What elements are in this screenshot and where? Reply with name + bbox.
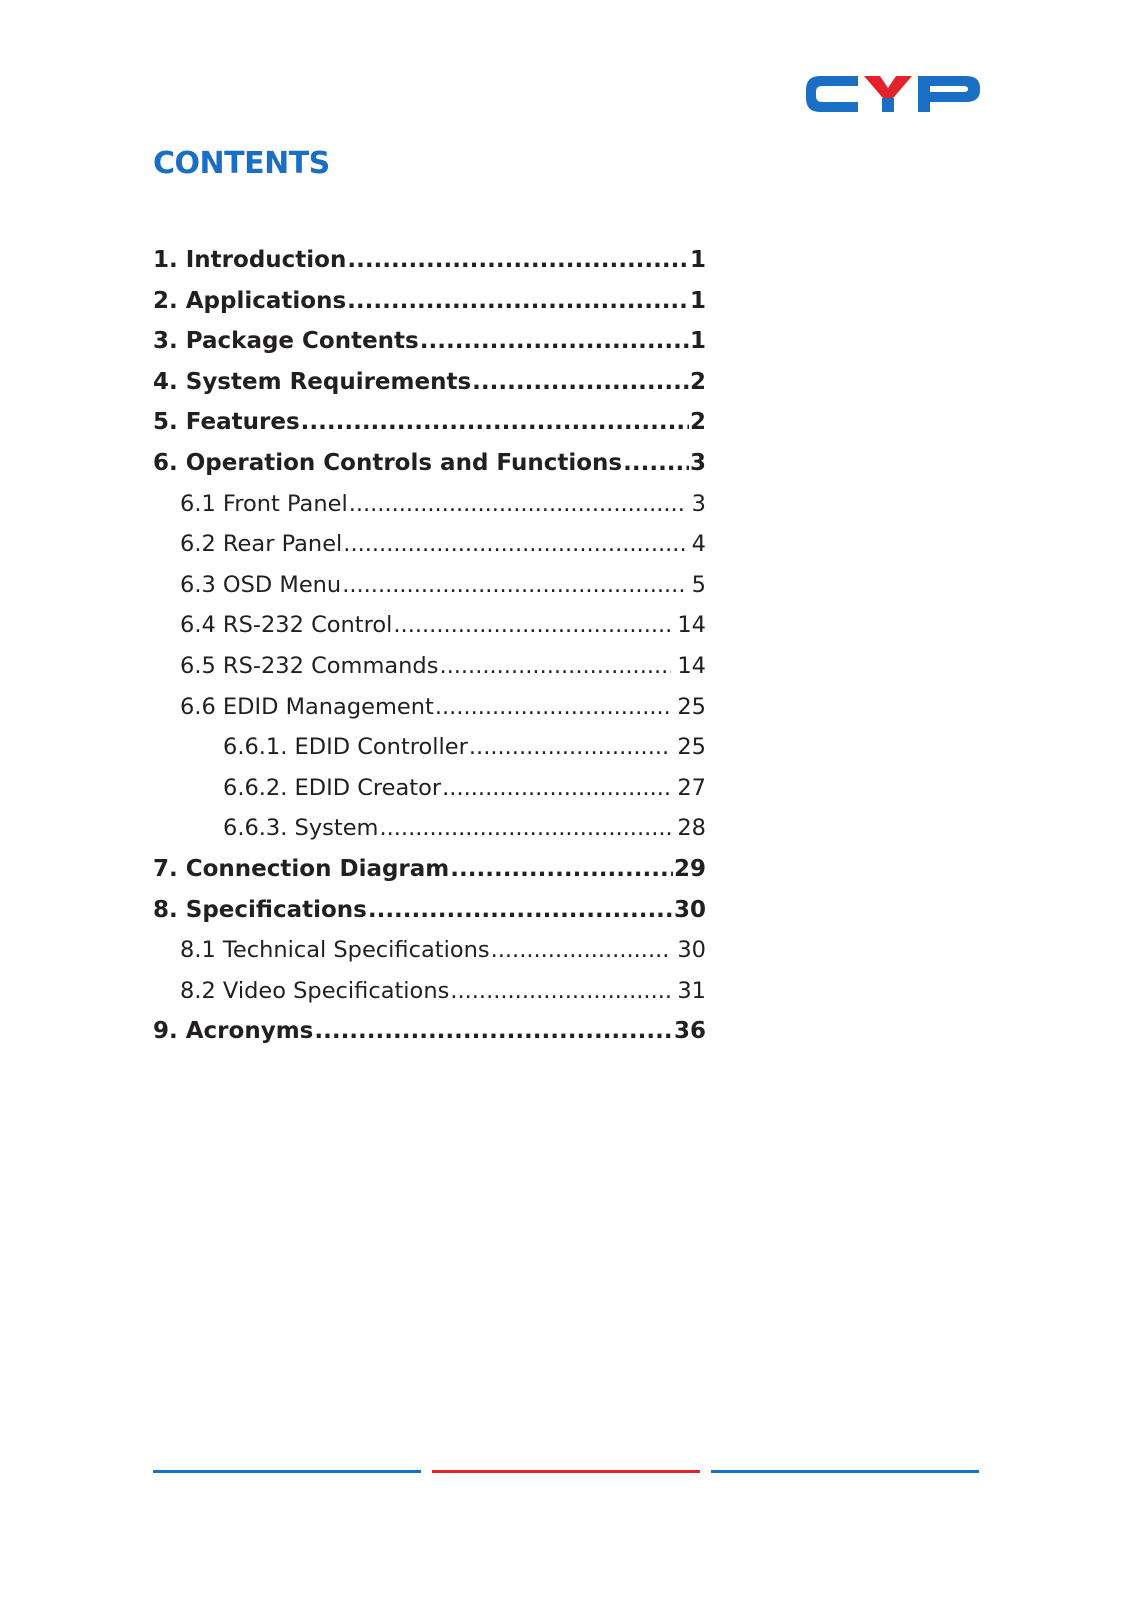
toc-entry-label: 5. Features — [153, 409, 300, 436]
toc-entry-page-number: 5 — [691, 571, 706, 598]
toc-entry-label: 6.2 Rear Panel — [180, 531, 343, 558]
toc-entry-page-number: 2 — [689, 409, 706, 436]
toc-entry-page-number: 28 — [677, 815, 706, 842]
cyp-logo — [806, 76, 980, 112]
toc-entry-page-number: 29 — [673, 855, 706, 882]
toc-entry-page-number: 1 — [689, 247, 706, 273]
toc-entry-label: 8.2 Video Specifications — [180, 977, 450, 1004]
toc-dot-leader — [393, 605, 671, 646]
toc-entry-label: 6.6.2. EDID Creator — [223, 774, 442, 801]
toc-entry[interactable] — [153, 240, 706, 281]
toc-dot-leader — [347, 240, 689, 281]
toc-dot-leader — [420, 321, 689, 362]
toc-entry[interactable] — [153, 605, 706, 646]
toc-entry-page-number: 3 — [689, 449, 706, 476]
toc-entry-label: 9. Acronyms — [153, 1018, 314, 1045]
toc-entry[interactable] — [153, 443, 706, 484]
toc-entry[interactable] — [153, 565, 706, 606]
toc-entry[interactable] — [153, 402, 706, 443]
toc-dot-leader — [450, 971, 671, 1012]
toc-entry[interactable] — [153, 1011, 706, 1052]
toc-dot-leader — [623, 443, 689, 484]
toc-entry-label: 6.6 EDID Management — [180, 693, 434, 720]
toc-entry-label: 6.3 OSD Menu — [180, 571, 342, 598]
toc-entry-label: 2. Applications — [153, 287, 347, 314]
toc-entry[interactable] — [153, 362, 706, 403]
toc-entry-page-number: 1 — [689, 287, 706, 314]
toc-dot-leader — [450, 849, 673, 890]
footer-bar-middle — [432, 1470, 700, 1473]
toc-entry-label: 6.4 RS-232 Control — [180, 612, 393, 639]
toc-entry-page-number: 27 — [677, 774, 706, 801]
toc-entry-label: 6.6.1. EDID Controller — [223, 734, 468, 761]
toc-entry[interactable] — [153, 808, 706, 849]
toc-dot-leader — [435, 687, 672, 728]
toc-entry-page-number: 30 — [677, 937, 706, 964]
toc-dot-leader — [342, 565, 685, 606]
toc-entry-label: 4. System Requirements — [153, 368, 472, 395]
toc-dot-leader — [347, 281, 689, 322]
toc-dot-leader — [314, 1011, 673, 1052]
toc-entry-page-number: 30 — [673, 896, 706, 923]
toc-dot-leader — [442, 768, 671, 809]
toc-entry-label: 6. Operation Controls and Functions — [153, 449, 623, 476]
toc-entry-label: 8.1 Technical Specifications — [180, 937, 490, 964]
toc-entry-label: 6.6.3. System — [223, 815, 379, 842]
toc-entry-page-number: 14 — [677, 652, 706, 679]
toc-entry-label: 8. Specifications — [153, 896, 367, 923]
toc-entry-page-number: 2 — [689, 368, 706, 395]
toc-dot-leader — [491, 930, 672, 971]
toc-dot-leader — [439, 646, 671, 687]
toc-dot-leader — [368, 890, 673, 931]
toc-entry[interactable] — [153, 484, 706, 525]
toc-dot-leader — [349, 484, 686, 525]
toc-entry[interactable] — [153, 524, 706, 565]
toc-dot-leader — [472, 362, 689, 403]
toc-entry[interactable] — [153, 890, 706, 931]
toc-entry[interactable] — [153, 281, 706, 322]
toc-entry-page-number: 25 — [677, 693, 706, 720]
toc-entry-page-number: 1 — [689, 328, 706, 355]
toc-dot-leader — [379, 808, 671, 849]
page-title: CONTENTS — [153, 146, 330, 181]
table-of-contents — [153, 240, 706, 1052]
toc-entry-page-number: 3 — [691, 490, 706, 517]
toc-entry[interactable] — [153, 727, 706, 768]
toc-entry[interactable] — [153, 321, 706, 362]
toc-entry-label: 1. Introduction — [153, 247, 347, 273]
footer-bar-right — [711, 1470, 979, 1473]
toc-entry[interactable] — [153, 646, 706, 687]
toc-entry-label: 6.5 RS-232 Commands — [180, 652, 439, 679]
toc-entry[interactable] — [153, 849, 706, 890]
toc-entry-label: 3. Package Contents — [153, 328, 419, 355]
cyp-logo-graphic — [806, 76, 980, 112]
toc-entry[interactable] — [153, 768, 706, 809]
toc-entry[interactable] — [153, 930, 706, 971]
toc-entry-label: 6.1 Front Panel — [180, 490, 348, 517]
toc-entry-page-number: 31 — [677, 977, 706, 1004]
toc-dot-leader — [301, 402, 689, 443]
toc-entry-page-number: 14 — [677, 612, 706, 639]
footer-bar-left — [153, 1470, 421, 1473]
toc-dot-leader — [343, 524, 685, 565]
toc-entry-page-number: 36 — [673, 1018, 706, 1045]
toc-entry[interactable] — [153, 687, 706, 728]
toc-dot-leader — [469, 727, 671, 768]
toc-entry[interactable] — [153, 971, 706, 1012]
toc-entry-page-number: 25 — [677, 734, 706, 761]
toc-entry-label: 7. Connection Diagram — [153, 855, 450, 882]
toc-entry-page-number: 4 — [691, 531, 706, 558]
